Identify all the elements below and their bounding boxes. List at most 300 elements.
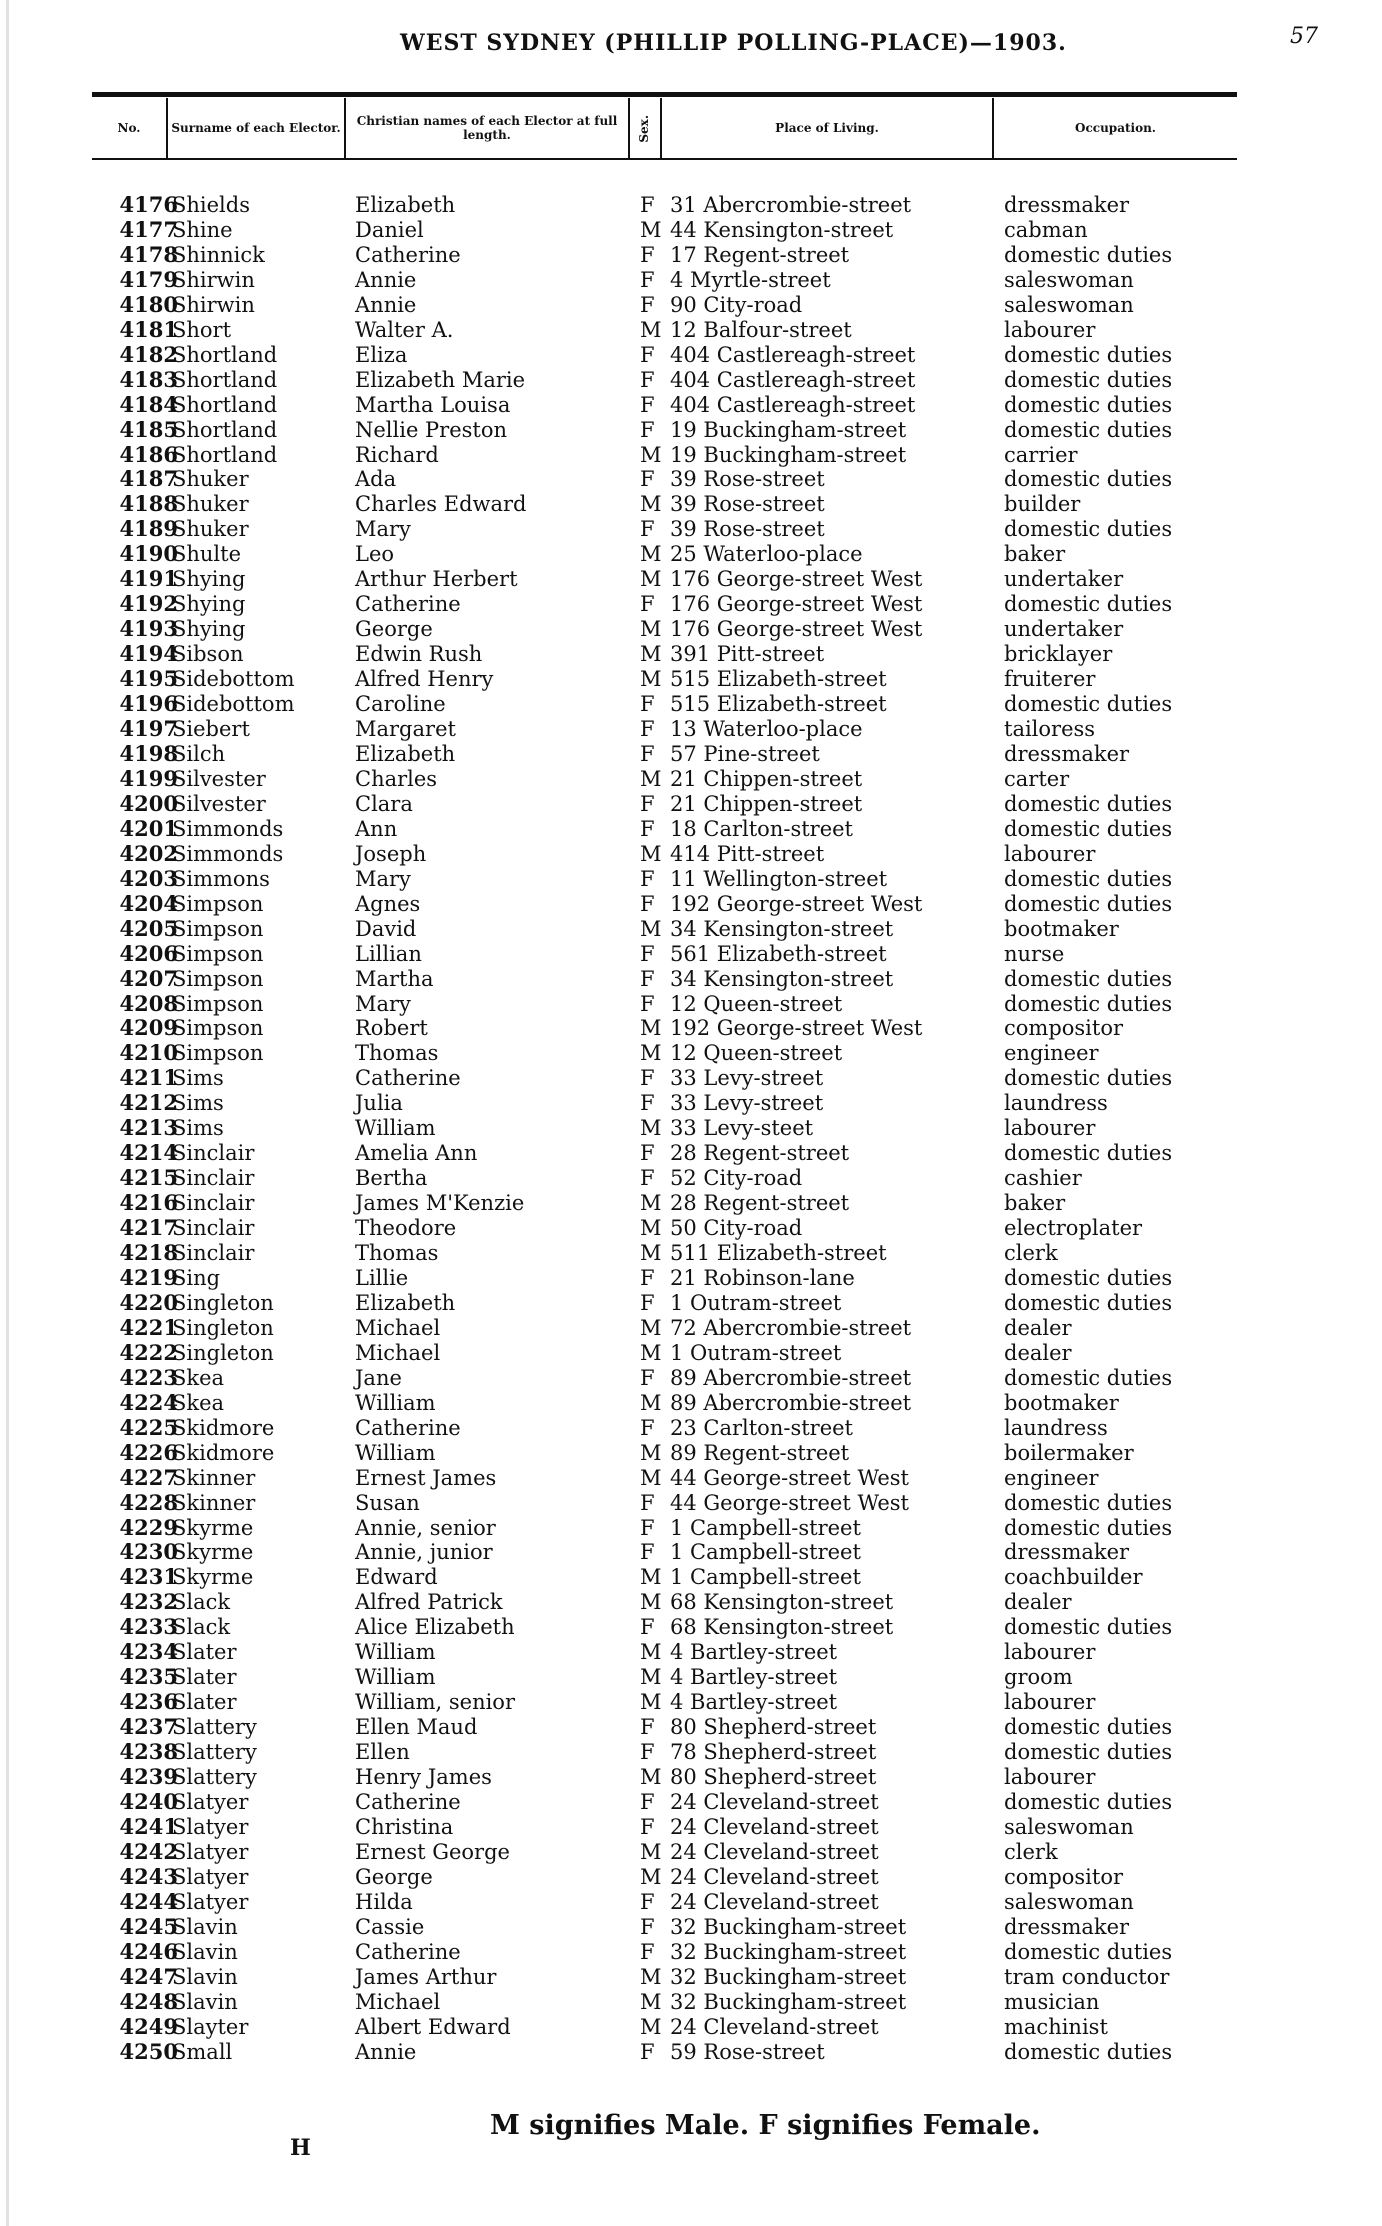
elector-sex: F <box>640 1415 655 1440</box>
elector-place-of-living: 39 Rose-street <box>670 492 825 517</box>
elector-place-of-living: 90 City-road <box>670 292 803 317</box>
elector-christian-names: George <box>355 1864 433 1889</box>
elector-place-of-living: 12 Queen-street <box>670 991 843 1016</box>
elector-christian-names: Susan <box>355 1490 420 1515</box>
elector-surname: Shuker <box>172 517 249 542</box>
elector-christian-names: Catherine <box>355 592 461 617</box>
elector-number: 4199 <box>119 765 178 791</box>
table-row <box>0 1690 1382 1715</box>
column-header-sex <box>630 100 660 158</box>
table-row <box>0 1990 1382 2015</box>
table-row <box>0 1865 1382 1890</box>
elector-surname: Sinclair <box>172 1166 255 1191</box>
elector-occupation: domestic duties <box>1004 467 1173 492</box>
table-row <box>0 1316 1382 1341</box>
elector-occupation: compositor <box>1004 1016 1124 1041</box>
elector-christian-names: Annie, junior <box>355 1540 493 1565</box>
elector-sex: M <box>640 1690 662 1715</box>
elector-sex: M <box>640 1241 662 1266</box>
table-row <box>0 1715 1382 1740</box>
elector-occupation: clerk <box>1004 1241 1058 1266</box>
elector-place-of-living: 44 George-street West <box>670 1490 909 1515</box>
elector-surname: Slayter <box>172 2014 249 2039</box>
elector-number: 4215 <box>119 1165 178 1191</box>
elector-surname: Simpson <box>172 916 264 941</box>
elector-christian-names: Hilda <box>355 1889 413 1914</box>
elector-surname: Shying <box>172 567 246 592</box>
elector-occupation: saleswoman <box>1004 1889 1134 1914</box>
table-row <box>0 418 1382 443</box>
elector-christian-names: William, senior <box>355 1690 515 1715</box>
elector-surname: Shortland <box>172 342 278 367</box>
table-row <box>0 942 1382 967</box>
elector-occupation: baker <box>1004 542 1066 567</box>
elector-place-of-living: 68 Kensington-street <box>670 1615 894 1640</box>
elector-sex: F <box>640 717 655 742</box>
elector-surname: Silch <box>172 741 226 766</box>
elector-place-of-living: 24 Cleveland-street <box>670 1814 879 1839</box>
elector-place-of-living: 414 Pitt-street <box>670 841 825 866</box>
elector-christian-names: Catherine <box>355 1790 461 1814</box>
elector-place-of-living: 32 Buckingham-street <box>670 1989 907 2014</box>
elector-place-of-living: 4 Myrtle-street <box>670 267 831 292</box>
elector-christian-names: Theodore <box>355 1216 457 1241</box>
elector-surname: Slatyer <box>172 1814 249 1839</box>
elector-surname: Shuker <box>172 492 249 517</box>
elector-sex: F <box>640 417 655 442</box>
table-row <box>0 1441 1382 1466</box>
elector-place-of-living: 176 George-street West <box>670 617 923 642</box>
elector-christian-names: William <box>355 1665 436 1690</box>
elector-number: 4194 <box>119 641 178 667</box>
elector-christian-names: William <box>355 1440 436 1465</box>
elector-occupation: domestic duties <box>1004 1141 1173 1166</box>
elector-christian-names: George <box>355 617 433 642</box>
elector-place-of-living: 24 Cleveland-street <box>670 1839 879 1864</box>
elector-occupation: domestic duties <box>1004 2039 1173 2064</box>
elector-surname: Singleton <box>172 1315 274 1340</box>
elector-christian-names: Joseph <box>355 841 427 866</box>
table-row <box>0 492 1382 517</box>
elector-sex: F <box>640 342 655 367</box>
elector-place-of-living: 515 Elizabeth-street <box>670 692 887 717</box>
elector-place-of-living: 1 Campbell-street <box>670 1540 861 1565</box>
table-row <box>0 617 1382 642</box>
elector-occupation: engineer <box>1004 1041 1099 1066</box>
elector-number: 4227 <box>119 1464 178 1490</box>
elector-place-of-living: 192 George-street West <box>670 891 923 916</box>
elector-number: 4176 <box>119 192 178 217</box>
elector-place-of-living: 34 Kensington-street <box>670 916 894 941</box>
elector-occupation: saleswoman <box>1004 267 1134 292</box>
elector-occupation: saleswoman <box>1004 1814 1134 1839</box>
elector-number: 4229 <box>119 1514 178 1540</box>
elector-occupation: bricklayer <box>1004 642 1113 667</box>
elector-place-of-living: 34 Kensington-street <box>670 966 894 991</box>
elector-occupation: domestic duties <box>1004 1490 1173 1515</box>
elector-sex: F <box>640 467 655 492</box>
elector-christian-names: Mary <box>355 866 411 891</box>
elector-place-of-living: 1 Campbell-street <box>670 1515 861 1540</box>
elector-sex: M <box>640 1191 662 1216</box>
elector-place-of-living: 25 Waterloo-place <box>670 542 863 567</box>
table-row <box>0 967 1382 992</box>
elector-sex: F <box>640 1889 655 1914</box>
elector-occupation: coachbuilder <box>1004 1565 1143 1590</box>
elector-place-of-living: 24 Cleveland-street <box>670 1864 879 1889</box>
elector-place-of-living: 28 Regent-street <box>670 1141 850 1166</box>
elector-sex: M <box>640 1964 662 1989</box>
elector-occupation: domestic duties <box>1004 891 1173 916</box>
elector-christian-names: Thomas <box>355 1241 439 1266</box>
elector-sex: F <box>640 367 655 392</box>
table-row <box>0 1091 1382 1116</box>
elector-occupation: undertaker <box>1004 567 1124 592</box>
elector-occupation: fruiterer <box>1004 667 1096 692</box>
elector-surname: Shirwin <box>172 267 255 292</box>
table-row <box>0 268 1382 293</box>
elector-occupation: engineer <box>1004 1465 1099 1490</box>
elector-sex: F <box>640 692 655 717</box>
elector-surname: Slater <box>172 1665 237 1690</box>
elector-surname: Slack <box>172 1615 231 1640</box>
elector-place-of-living: 39 Rose-street <box>670 517 825 542</box>
header-rule-top <box>92 92 1237 97</box>
elector-occupation: labourer <box>1004 841 1096 866</box>
column-header-no: No. <box>117 121 141 136</box>
elector-sex: F <box>640 1166 655 1191</box>
elector-christian-names: Catherine <box>355 1415 461 1440</box>
elector-number: 4237 <box>119 1714 178 1740</box>
elector-sex: F <box>640 193 655 217</box>
elector-christian-names: Mary <box>355 991 411 1016</box>
elector-number: 4240 <box>119 1789 178 1814</box>
elector-sex: M <box>640 317 662 342</box>
elector-occupation: domestic duties <box>1004 816 1173 841</box>
table-row <box>0 2040 1382 2065</box>
elector-sex: F <box>640 1814 655 1839</box>
elector-surname: Skyrme <box>172 1540 254 1565</box>
elector-place-of-living: 44 Kensington-street <box>670 217 894 242</box>
elector-place-of-living: 89 Abercrombie-street <box>670 1390 912 1415</box>
elector-christian-names: Catherine <box>355 1066 461 1091</box>
table-row <box>0 1665 1382 1690</box>
table-row <box>0 817 1382 842</box>
elector-number: 4203 <box>119 865 178 891</box>
elector-surname: Simmons <box>172 866 270 891</box>
table-row <box>0 1815 1382 1840</box>
elector-occupation: domestic duties <box>1004 692 1173 717</box>
elector-sex: M <box>640 567 662 592</box>
elector-number: 4185 <box>119 416 178 442</box>
elector-christian-names: Leo <box>355 542 395 567</box>
elector-occupation: laundress <box>1004 1415 1108 1440</box>
column-header-surname: Surname of each Elector. <box>171 121 341 136</box>
table-row <box>0 667 1382 692</box>
table-row <box>0 1291 1382 1316</box>
elector-number: 4206 <box>119 940 178 966</box>
elector-sex: F <box>640 1091 655 1116</box>
elector-surname: Slavin <box>172 1914 238 1939</box>
column-header-christian-names: Christian names of each Elector at full length. <box>356 114 618 142</box>
elector-surname: Shortland <box>172 367 278 392</box>
elector-place-of-living: 1 Outram-street <box>670 1290 842 1315</box>
elector-place-of-living: 1 Outram-street <box>670 1340 842 1365</box>
elector-place-of-living: 4 Bartley-street <box>670 1665 838 1690</box>
elector-surname: Slatyer <box>172 1889 249 1914</box>
elector-place-of-living: 33 Levy-street <box>670 1066 824 1091</box>
elector-occupation: carter <box>1004 766 1070 791</box>
elector-place-of-living: 32 Buckingham-street <box>670 1939 907 1964</box>
elector-place-of-living: 32 Buckingham-street <box>670 1914 907 1939</box>
elector-occupation: domestic duties <box>1004 1290 1173 1315</box>
elector-surname: Sinclair <box>172 1241 255 1266</box>
elector-sex: M <box>640 841 662 866</box>
elector-sex: F <box>640 966 655 991</box>
elector-number: 4212 <box>119 1090 178 1116</box>
elector-number: 4200 <box>119 790 178 816</box>
table-row <box>0 792 1382 817</box>
elector-surname: Simmonds <box>172 816 284 841</box>
elector-occupation: domestic duties <box>1004 392 1173 417</box>
elector-sex: F <box>640 1615 655 1640</box>
elector-surname: Sims <box>172 1066 224 1091</box>
elector-christian-names: James M'Kenzie <box>355 1191 525 1216</box>
elector-occupation: domestic duties <box>1004 367 1173 392</box>
elector-sex: F <box>640 1740 655 1765</box>
elector-occupation: dressmaker <box>1004 193 1130 217</box>
table-row <box>0 1166 1382 1191</box>
elector-surname: Simpson <box>172 966 264 991</box>
elector-number: 4243 <box>119 1863 178 1889</box>
elector-sex: M <box>640 442 662 467</box>
elector-christian-names: Edwin Rush <box>355 642 483 667</box>
elector-surname: Sinclair <box>172 1141 255 1166</box>
elector-number: 4202 <box>119 840 178 866</box>
elector-christian-names: Catherine <box>355 1939 461 1964</box>
elector-surname: Shields <box>172 193 250 217</box>
elector-occupation: domestic duties <box>1004 791 1173 816</box>
elector-number: 4198 <box>119 740 178 766</box>
elector-place-of-living: 21 Chippen-street <box>670 791 863 816</box>
elector-number: 4177 <box>119 216 178 242</box>
table-row <box>0 1516 1382 1541</box>
elector-surname: Sinclair <box>172 1191 255 1216</box>
table-row <box>0 218 1382 243</box>
elector-place-of-living: 24 Cleveland-street <box>670 1790 879 1814</box>
elector-christian-names: Charles Edward <box>355 492 527 517</box>
elector-place-of-living: 33 Levy-street <box>670 1091 824 1116</box>
elector-place-of-living: 511 Elizabeth-street <box>670 1241 887 1266</box>
elector-sex: F <box>640 1265 655 1290</box>
elector-place-of-living: 11 Wellington-street <box>670 866 888 891</box>
table-row <box>0 1740 1382 1765</box>
elector-occupation: domestic duties <box>1004 517 1173 542</box>
elector-surname: Short <box>172 317 232 342</box>
elector-place-of-living: 33 Levy-steet <box>670 1116 814 1141</box>
elector-occupation: domestic duties <box>1004 1790 1173 1814</box>
elector-number: 4228 <box>119 1489 178 1515</box>
elector-sex: M <box>640 1765 662 1790</box>
elector-occupation: musician <box>1004 1989 1100 2014</box>
elector-place-of-living: 4 Bartley-street <box>670 1690 838 1715</box>
table-row <box>0 293 1382 318</box>
table-row <box>0 1491 1382 1516</box>
elector-place-of-living: 21 Chippen-street <box>670 766 863 791</box>
elector-occupation: domestic duties <box>1004 417 1173 442</box>
table-row <box>0 717 1382 742</box>
elector-christian-names: Julia <box>355 1091 403 1116</box>
elector-occupation: domestic duties <box>1004 1615 1173 1640</box>
elector-sex: M <box>640 492 662 517</box>
elector-christian-names: Michael <box>355 1315 441 1340</box>
elector-occupation: domestic duties <box>1004 1939 1173 1964</box>
elector-sex: M <box>640 1440 662 1465</box>
elector-sex: M <box>640 916 662 941</box>
elector-sex: M <box>640 1016 662 1041</box>
elector-surname: Siebert <box>172 717 250 742</box>
printer-mark: H <box>290 2135 311 2161</box>
elector-sex: M <box>640 1116 662 1141</box>
elector-occupation: laundress <box>1004 1091 1108 1116</box>
elector-occupation: dressmaker <box>1004 741 1130 766</box>
elector-surname: Shuker <box>172 467 249 492</box>
elector-christian-names: Albert Edward <box>355 2014 511 2039</box>
elector-christian-names: Martha Louisa <box>355 392 511 417</box>
elector-christian-names: Michael <box>355 1989 441 2014</box>
elector-sex: F <box>640 1066 655 1091</box>
elector-number: 4214 <box>119 1140 178 1166</box>
elector-occupation: nurse <box>1004 941 1065 966</box>
elector-surname: Skidmore <box>172 1415 275 1440</box>
elector-christian-names: Annie, senior <box>355 1515 496 1540</box>
elector-christian-names: Robert <box>355 1016 428 1041</box>
elector-sex: M <box>640 1315 662 1340</box>
elector-place-of-living: 13 Waterloo-place <box>670 717 863 742</box>
elector-number: 4231 <box>119 1564 178 1590</box>
elector-surname: Sims <box>172 1091 224 1116</box>
elector-surname: Sinclair <box>172 1216 255 1241</box>
elector-surname: Silvester <box>172 766 266 791</box>
table-row <box>0 742 1382 767</box>
elector-surname: Slattery <box>172 1740 257 1765</box>
table-row <box>0 542 1382 567</box>
elector-occupation: labourer <box>1004 1640 1096 1665</box>
elector-sex: F <box>640 2039 655 2064</box>
elector-surname: Slatyer <box>172 1839 249 1864</box>
elector-christian-names: Thomas <box>355 1041 439 1066</box>
elector-number: 4219 <box>119 1264 178 1290</box>
elector-sex: F <box>640 816 655 841</box>
table-row <box>0 1790 1382 1815</box>
header-rule-bottom <box>92 158 1237 160</box>
elector-number: 4178 <box>119 241 178 267</box>
elector-number: 4191 <box>119 566 178 592</box>
table-row <box>0 467 1382 492</box>
elector-sex: F <box>640 941 655 966</box>
elector-christian-names: Ellen <box>355 1740 410 1765</box>
elector-number: 4216 <box>119 1190 178 1216</box>
elector-number: 4211 <box>119 1065 178 1091</box>
elector-number: 4242 <box>119 1838 178 1864</box>
elector-christian-names: Agnes <box>355 891 421 916</box>
table-row <box>0 592 1382 617</box>
elector-sex: M <box>640 1565 662 1590</box>
elector-number: 4201 <box>119 815 178 841</box>
elector-place-of-living: 561 Elizabeth-street <box>670 941 887 966</box>
elector-occupation: labourer <box>1004 317 1096 342</box>
table-row <box>0 193 1382 218</box>
elector-sex: M <box>640 542 662 567</box>
elector-surname: Skinner <box>172 1490 256 1515</box>
elector-surname: Simpson <box>172 891 264 916</box>
table-row <box>0 892 1382 917</box>
elector-number: 4209 <box>119 1015 178 1041</box>
elector-place-of-living: 18 Carlton-street <box>670 816 853 841</box>
page-number: 57 <box>1290 24 1318 49</box>
elector-surname: Singleton <box>172 1290 274 1315</box>
elector-number: 4245 <box>119 1913 178 1939</box>
elector-number: 4225 <box>119 1414 178 1440</box>
elector-christian-names: Nellie Preston <box>355 417 508 442</box>
elector-sex: M <box>640 1989 662 2014</box>
elector-number: 4238 <box>119 1739 178 1765</box>
elector-number: 4180 <box>119 291 178 317</box>
elector-surname: Shinnick <box>172 242 265 267</box>
elector-surname: Shortland <box>172 417 278 442</box>
elector-christian-names: Richard <box>355 442 439 467</box>
elector-surname: Simpson <box>172 1041 264 1066</box>
table-row <box>0 1391 1382 1416</box>
elector-sex: M <box>640 1640 662 1665</box>
table-row <box>0 1366 1382 1391</box>
elector-occupation: domestic duties <box>1004 592 1173 617</box>
elector-occupation: saleswoman <box>1004 292 1134 317</box>
elector-surname: Slavin <box>172 1989 238 2014</box>
elector-occupation: compositor <box>1004 1864 1124 1889</box>
elector-surname: Slavin <box>172 1964 238 1989</box>
column-header-sex-text: Sex. <box>637 115 652 143</box>
elector-place-of-living: 89 Regent-street <box>670 1440 850 1465</box>
elector-sex: F <box>640 1715 655 1740</box>
elector-christian-names: Alfred Henry <box>355 667 494 692</box>
elector-number: 4239 <box>119 1764 178 1790</box>
elector-occupation: labourer <box>1004 1765 1096 1790</box>
elector-number: 4233 <box>119 1614 178 1640</box>
elector-surname: Skyrme <box>172 1565 254 1590</box>
elector-occupation: boilermaker <box>1004 1440 1134 1465</box>
elector-christian-names: Lillian <box>355 941 422 966</box>
elector-number: 4222 <box>119 1339 178 1365</box>
elector-number: 4182 <box>119 341 178 367</box>
table-row <box>0 1540 1382 1565</box>
elector-number: 4234 <box>119 1639 178 1665</box>
elector-place-of-living: 89 Abercrombie-street <box>670 1365 912 1390</box>
elector-number: 4224 <box>119 1389 178 1415</box>
table-row <box>0 1590 1382 1615</box>
elector-christian-names: Amelia Ann <box>355 1141 478 1166</box>
elector-christian-names: Edward <box>355 1565 438 1590</box>
elector-christian-names: Elizabeth Marie <box>355 367 526 392</box>
elector-surname: Shulte <box>172 542 242 567</box>
elector-occupation: clerk <box>1004 1839 1058 1864</box>
table-row <box>0 1041 1382 1066</box>
elector-occupation: groom <box>1004 1665 1073 1690</box>
elector-place-of-living: 17 Regent-street <box>670 242 850 267</box>
elector-christian-names: Ada <box>355 467 397 492</box>
elector-sex: F <box>640 991 655 1016</box>
elector-occupation: domestic duties <box>1004 991 1173 1016</box>
